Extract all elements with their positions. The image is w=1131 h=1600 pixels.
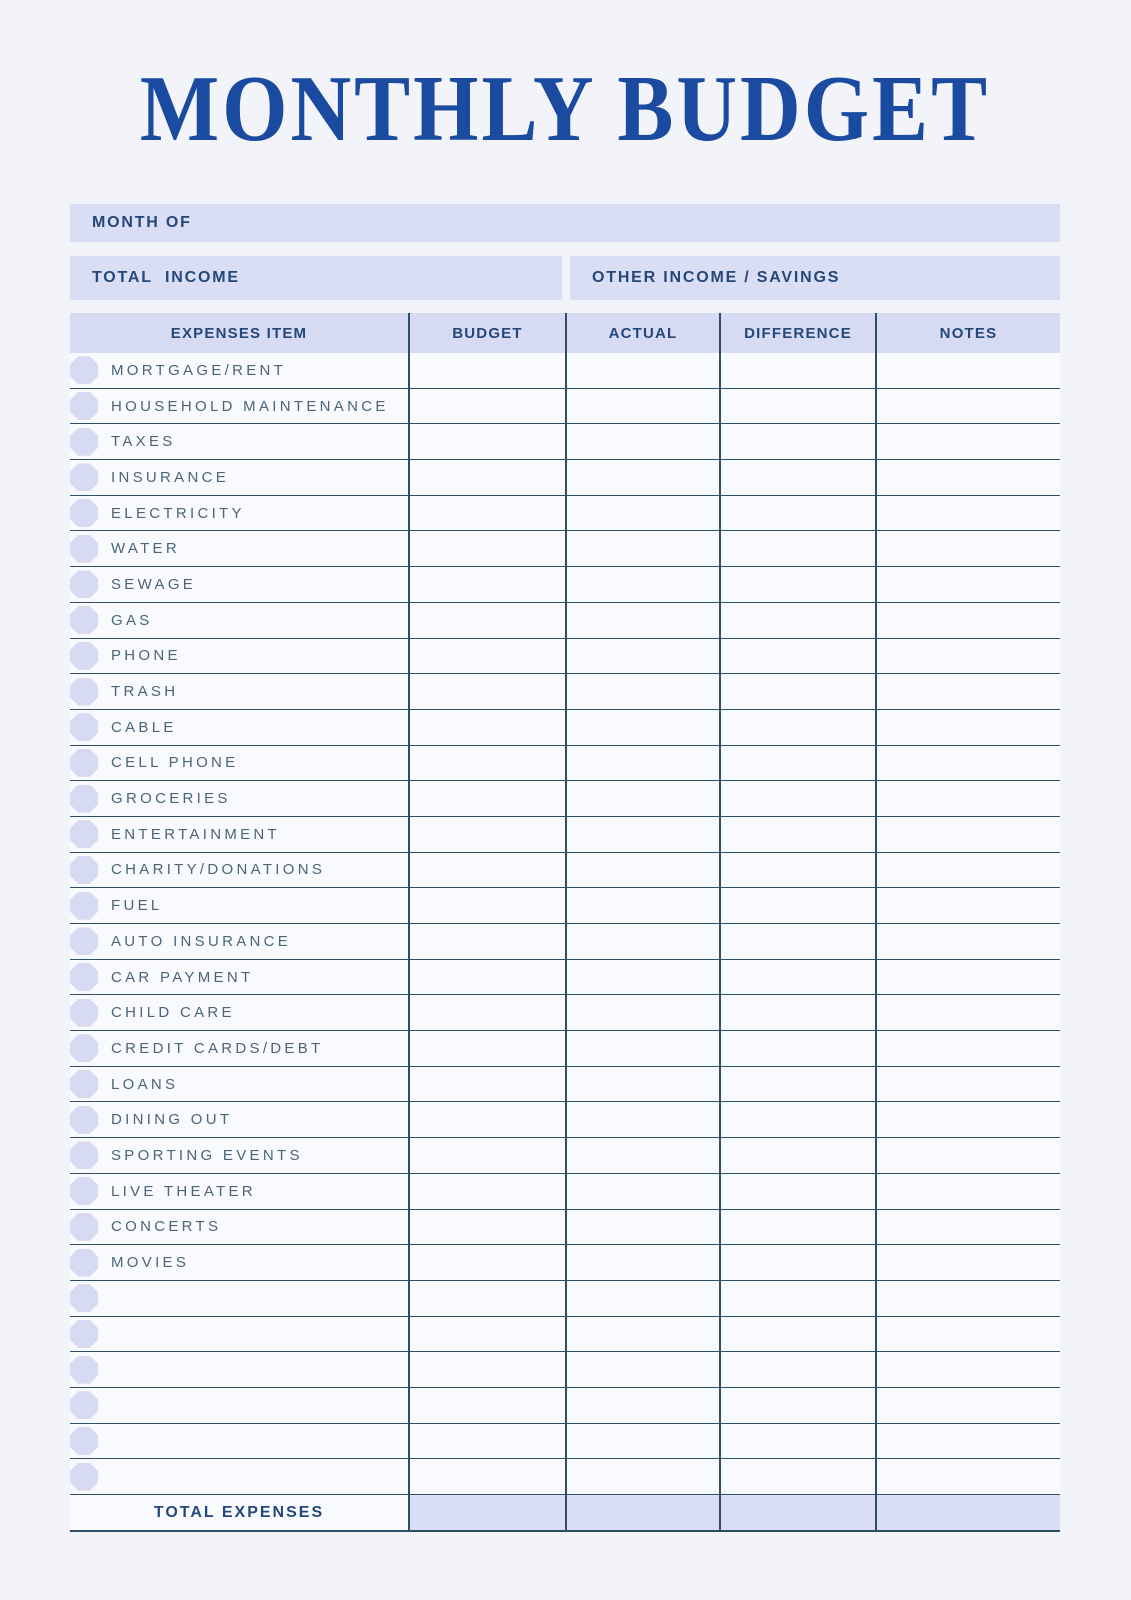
octagon-bullet-icon xyxy=(70,392,98,420)
expense-item-cell xyxy=(70,781,408,816)
expense-item-cell xyxy=(70,460,408,495)
octagon-bullet-icon xyxy=(70,428,98,456)
expense-item-cell xyxy=(70,531,408,566)
expense-item-cell xyxy=(70,853,408,888)
budget-cell[interactable] xyxy=(408,639,565,674)
page-title-wrap xyxy=(70,0,1060,162)
budget-cell[interactable] xyxy=(408,781,565,816)
expense-item-label: CELL PHONE xyxy=(111,754,239,772)
octagon-bullet-icon xyxy=(70,606,98,634)
column-header-expenses-item: EXPENSES ITEM xyxy=(170,324,308,342)
notes-cell[interactable] xyxy=(875,960,1060,995)
notes-cell[interactable] xyxy=(875,460,1060,495)
octagon-bullet-icon xyxy=(70,463,98,491)
notes-cell[interactable] xyxy=(875,1210,1060,1245)
table-row xyxy=(70,603,1060,639)
difference-cell[interactable] xyxy=(719,1138,875,1173)
difference-cell[interactable] xyxy=(719,531,875,566)
other-income-savings-field[interactable] xyxy=(570,256,1060,300)
expense-item-cell xyxy=(70,1138,408,1173)
octagon-bullet-icon xyxy=(70,713,98,741)
table-row xyxy=(70,1459,1060,1495)
actual-cell[interactable] xyxy=(565,1210,719,1245)
expense-item-cell xyxy=(70,817,408,852)
difference-cell[interactable] xyxy=(719,960,875,995)
actual-cell[interactable] xyxy=(565,1245,719,1280)
table-row xyxy=(70,781,1060,817)
expense-item-cell xyxy=(70,424,408,459)
octagon-bullet-icon xyxy=(70,1141,98,1169)
expenses-table xyxy=(70,313,1060,1532)
difference-cell[interactable] xyxy=(719,460,875,495)
table-row xyxy=(70,1210,1060,1246)
expense-item-cell xyxy=(70,1067,408,1102)
notes-cell[interactable] xyxy=(875,567,1060,602)
difference-cell[interactable] xyxy=(719,603,875,638)
octagon-bullet-icon xyxy=(70,356,98,384)
actual-cell[interactable] xyxy=(565,710,719,745)
notes-cell[interactable] xyxy=(875,817,1060,852)
budget-cell[interactable] xyxy=(408,1138,565,1173)
notes-cell[interactable] xyxy=(875,1174,1060,1209)
total-actual-cell[interactable] xyxy=(565,1495,719,1530)
difference-cell[interactable] xyxy=(719,567,875,602)
octagon-bullet-icon xyxy=(70,1463,98,1491)
expense-item-label: WATER xyxy=(111,540,180,558)
expense-item-label: CHARITY/DONATIONS xyxy=(111,861,326,879)
month-of-field[interactable] xyxy=(70,204,1060,242)
expense-item-label: LOANS xyxy=(111,1075,179,1093)
expense-item-label: FUEL xyxy=(111,897,163,915)
expense-item-cell xyxy=(70,1102,408,1137)
total-difference-cell[interactable] xyxy=(719,1495,875,1530)
actual-cell[interactable] xyxy=(565,1102,719,1137)
difference-cell[interactable] xyxy=(719,639,875,674)
actual-cell[interactable] xyxy=(565,853,719,888)
budget-cell[interactable] xyxy=(408,1352,565,1387)
table-row xyxy=(70,353,1060,389)
expense-item-label: CONCERTS xyxy=(111,1218,222,1236)
actual-cell[interactable] xyxy=(565,1459,719,1494)
expense-item-cell xyxy=(70,496,408,531)
table-row xyxy=(70,1317,1060,1353)
notes-cell[interactable] xyxy=(875,424,1060,459)
total-expenses-row xyxy=(70,1495,1060,1532)
table-row xyxy=(70,1281,1060,1317)
table-row xyxy=(70,567,1060,603)
octagon-bullet-icon xyxy=(70,1213,98,1241)
actual-cell[interactable] xyxy=(565,888,719,923)
budget-cell[interactable] xyxy=(408,389,565,424)
notes-cell[interactable] xyxy=(875,1102,1060,1137)
notes-cell[interactable] xyxy=(875,1281,1060,1316)
notes-cell[interactable] xyxy=(875,674,1060,709)
table-row xyxy=(70,531,1060,567)
table-row xyxy=(70,853,1060,889)
octagon-bullet-icon xyxy=(70,856,98,884)
notes-cell[interactable] xyxy=(875,995,1060,1030)
expense-item-cell xyxy=(70,567,408,602)
budget-cell[interactable] xyxy=(408,817,565,852)
octagon-bullet-icon xyxy=(70,570,98,598)
table-row xyxy=(70,1245,1060,1281)
octagon-bullet-icon xyxy=(70,1177,98,1205)
budget-cell[interactable] xyxy=(408,1245,565,1280)
difference-cell[interactable] xyxy=(719,781,875,816)
expense-item-label: MORTGAGE/RENT xyxy=(111,361,287,379)
difference-cell[interactable] xyxy=(719,1245,875,1280)
notes-cell[interactable] xyxy=(875,1388,1060,1423)
notes-cell[interactable] xyxy=(875,1245,1060,1280)
difference-cell[interactable] xyxy=(719,1352,875,1387)
octagon-bullet-icon xyxy=(70,892,98,920)
octagon-bullet-icon xyxy=(70,535,98,563)
table-row xyxy=(70,1067,1060,1103)
table-row xyxy=(70,1388,1060,1424)
octagon-bullet-icon xyxy=(70,963,98,991)
actual-cell[interactable] xyxy=(565,746,719,781)
actual-cell[interactable] xyxy=(565,1174,719,1209)
expense-item-cell xyxy=(70,960,408,995)
budget-cell[interactable] xyxy=(408,1388,565,1423)
budget-cell[interactable] xyxy=(408,1281,565,1316)
budget-cell[interactable] xyxy=(408,1210,565,1245)
expense-item-label: SEWAGE xyxy=(111,575,197,593)
other-income-savings-label: OTHER INCOME / SAVINGS xyxy=(592,269,841,286)
octagon-bullet-icon xyxy=(70,1356,98,1384)
expense-item-label: CABLE xyxy=(111,718,177,736)
notes-cell[interactable] xyxy=(875,353,1060,388)
table-row xyxy=(70,674,1060,710)
expense-item-label: INSURANCE xyxy=(111,468,230,486)
difference-cell[interactable] xyxy=(719,924,875,959)
page-title: MONTHLY BUDGET xyxy=(139,57,991,162)
notes-cell[interactable] xyxy=(875,888,1060,923)
difference-cell[interactable] xyxy=(719,1067,875,1102)
table-body xyxy=(70,353,1060,1495)
expense-item-cell xyxy=(70,710,408,745)
table-row xyxy=(70,1102,1060,1138)
octagon-bullet-icon xyxy=(70,1106,98,1134)
expense-item-label: DINING OUT xyxy=(111,1111,233,1129)
table-row xyxy=(70,496,1060,532)
total-budget-cell[interactable] xyxy=(408,1495,565,1530)
expense-item-cell xyxy=(70,1459,408,1494)
actual-cell[interactable] xyxy=(565,960,719,995)
expense-item-label: TRASH xyxy=(111,683,179,701)
notes-cell[interactable] xyxy=(875,1424,1060,1459)
difference-cell[interactable] xyxy=(719,1210,875,1245)
total-expenses-label: TOTAL EXPENSES xyxy=(70,1495,408,1530)
expense-item-cell xyxy=(70,888,408,923)
difference-cell[interactable] xyxy=(719,1388,875,1423)
octagon-bullet-icon xyxy=(70,927,98,955)
column-header-actual: ACTUAL xyxy=(565,313,719,353)
expense-item-cell xyxy=(70,1031,408,1066)
budget-cell[interactable] xyxy=(408,496,565,531)
expense-item-label: SPORTING EVENTS xyxy=(111,1146,303,1164)
difference-cell[interactable] xyxy=(719,1174,875,1209)
difference-cell[interactable] xyxy=(719,496,875,531)
notes-cell[interactable] xyxy=(875,1031,1060,1066)
table-row xyxy=(70,960,1060,996)
octagon-bullet-icon xyxy=(70,499,98,527)
budget-cell[interactable] xyxy=(408,1031,565,1066)
notes-cell[interactable] xyxy=(875,531,1060,566)
expense-item-cell xyxy=(70,674,408,709)
actual-cell[interactable] xyxy=(565,424,719,459)
table-row xyxy=(70,1138,1060,1174)
difference-cell[interactable] xyxy=(719,674,875,709)
actual-cell[interactable] xyxy=(565,1317,719,1352)
actual-cell[interactable] xyxy=(565,496,719,531)
notes-cell[interactable] xyxy=(875,924,1060,959)
difference-cell[interactable] xyxy=(719,1459,875,1494)
actual-cell[interactable] xyxy=(565,1067,719,1102)
budget-cell[interactable] xyxy=(408,888,565,923)
difference-cell[interactable] xyxy=(719,1102,875,1137)
budget-cell[interactable] xyxy=(408,460,565,495)
table-row xyxy=(70,1424,1060,1460)
difference-cell[interactable] xyxy=(719,1031,875,1066)
total-income-label: TOTAL INCOME xyxy=(92,269,240,286)
actual-cell[interactable] xyxy=(565,1352,719,1387)
budget-cell[interactable] xyxy=(408,531,565,566)
table-row xyxy=(70,460,1060,496)
actual-cell[interactable] xyxy=(565,1031,719,1066)
budget-cell[interactable] xyxy=(408,1174,565,1209)
income-row xyxy=(70,256,1060,300)
table-row xyxy=(70,888,1060,924)
expense-item-cell xyxy=(70,1388,408,1423)
budget-cell[interactable] xyxy=(408,567,565,602)
total-income-field[interactable] xyxy=(70,256,562,300)
expense-item-cell xyxy=(70,389,408,424)
expense-item-cell xyxy=(70,1281,408,1316)
actual-cell[interactable] xyxy=(565,674,719,709)
notes-cell[interactable] xyxy=(875,710,1060,745)
expense-item-cell xyxy=(70,353,408,388)
notes-cell[interactable] xyxy=(875,389,1060,424)
expense-item-cell xyxy=(70,995,408,1030)
octagon-bullet-icon xyxy=(70,1391,98,1419)
table-row xyxy=(70,710,1060,746)
table-row xyxy=(70,924,1060,960)
expense-item-label: PHONE xyxy=(111,647,181,665)
difference-cell[interactable] xyxy=(719,746,875,781)
octagon-bullet-icon xyxy=(70,642,98,670)
month-of-label: MONTH OF xyxy=(92,214,192,231)
notes-cell[interactable] xyxy=(875,746,1060,781)
table-row xyxy=(70,639,1060,675)
expense-item-cell xyxy=(70,1210,408,1245)
expense-item-cell xyxy=(70,1424,408,1459)
expense-item-cell xyxy=(70,1245,408,1280)
octagon-bullet-icon xyxy=(70,820,98,848)
expense-item-label: GAS xyxy=(111,611,153,629)
actual-cell[interactable] xyxy=(565,389,719,424)
notes-cell[interactable] xyxy=(875,1138,1060,1173)
expense-item-label: HOUSEHOLD MAINTENANCE xyxy=(111,397,389,415)
budget-cell[interactable] xyxy=(408,1459,565,1494)
notes-cell[interactable] xyxy=(875,639,1060,674)
difference-cell[interactable] xyxy=(719,1317,875,1352)
table-row xyxy=(70,746,1060,782)
octagon-bullet-icon xyxy=(70,1249,98,1277)
budget-cell[interactable] xyxy=(408,1317,565,1352)
budget-cell[interactable] xyxy=(408,1102,565,1137)
expense-item-label: ENTERTAINMENT xyxy=(111,825,281,843)
expense-item-label: AUTO INSURANCE xyxy=(111,932,292,950)
budget-cell[interactable] xyxy=(408,853,565,888)
expense-item-label: LIVE THEATER xyxy=(111,1182,256,1200)
octagon-bullet-icon xyxy=(70,678,98,706)
actual-cell[interactable] xyxy=(565,781,719,816)
octagon-bullet-icon xyxy=(70,749,98,777)
actual-cell[interactable] xyxy=(565,353,719,388)
table-row xyxy=(70,424,1060,460)
difference-cell[interactable] xyxy=(719,353,875,388)
actual-cell[interactable] xyxy=(565,460,719,495)
expense-item-cell xyxy=(70,1174,408,1209)
difference-cell[interactable] xyxy=(719,817,875,852)
actual-cell[interactable] xyxy=(565,924,719,959)
notes-cell[interactable] xyxy=(875,1459,1060,1494)
actual-cell[interactable] xyxy=(565,1424,719,1459)
budget-cell[interactable] xyxy=(408,424,565,459)
octagon-bullet-icon xyxy=(70,1320,98,1348)
actual-cell[interactable] xyxy=(565,1388,719,1423)
budget-cell[interactable] xyxy=(408,710,565,745)
table-row xyxy=(70,1031,1060,1067)
difference-cell[interactable] xyxy=(719,1281,875,1316)
expense-item-label: ELECTRICITY xyxy=(111,504,245,522)
actual-cell[interactable] xyxy=(565,639,719,674)
budget-cell[interactable] xyxy=(408,746,565,781)
notes-cell[interactable] xyxy=(875,853,1060,888)
table-row xyxy=(70,995,1060,1031)
expense-item-cell xyxy=(70,1317,408,1352)
notes-cell[interactable] xyxy=(875,781,1060,816)
expense-item-label: TAXES xyxy=(111,433,176,451)
difference-cell[interactable] xyxy=(719,888,875,923)
notes-cell[interactable] xyxy=(875,1352,1060,1387)
budget-cell[interactable] xyxy=(408,353,565,388)
difference-cell[interactable] xyxy=(719,1424,875,1459)
difference-cell[interactable] xyxy=(719,424,875,459)
difference-cell[interactable] xyxy=(719,389,875,424)
table-row xyxy=(70,1352,1060,1388)
octagon-bullet-icon xyxy=(70,1284,98,1312)
column-header-budget: BUDGET xyxy=(408,313,565,353)
notes-cell[interactable] xyxy=(875,1317,1060,1352)
actual-cell[interactable] xyxy=(565,995,719,1030)
table-row xyxy=(70,817,1060,853)
difference-cell[interactable] xyxy=(719,995,875,1030)
difference-cell[interactable] xyxy=(719,853,875,888)
budget-cell[interactable] xyxy=(408,1067,565,1102)
difference-cell[interactable] xyxy=(719,710,875,745)
expense-item-label: CHILD CARE xyxy=(111,1004,235,1022)
octagon-bullet-icon xyxy=(70,999,98,1027)
budget-cell[interactable] xyxy=(408,924,565,959)
notes-cell[interactable] xyxy=(875,1067,1060,1102)
actual-cell[interactable] xyxy=(565,531,719,566)
expense-item-label: CREDIT CARDS/DEBT xyxy=(111,1039,324,1057)
expense-item-cell xyxy=(70,746,408,781)
actual-cell[interactable] xyxy=(565,1138,719,1173)
octagon-bullet-icon xyxy=(70,1034,98,1062)
budget-cell[interactable] xyxy=(408,674,565,709)
expense-item-cell xyxy=(70,639,408,674)
notes-cell[interactable] xyxy=(875,496,1060,531)
actual-cell[interactable] xyxy=(565,1281,719,1316)
octagon-bullet-icon xyxy=(70,1070,98,1098)
budget-cell[interactable] xyxy=(408,960,565,995)
table-header-row xyxy=(70,313,1060,353)
octagon-bullet-icon xyxy=(70,1427,98,1455)
budget-cell[interactable] xyxy=(408,995,565,1030)
actual-cell[interactable] xyxy=(565,567,719,602)
actual-cell[interactable] xyxy=(565,603,719,638)
octagon-bullet-icon xyxy=(70,785,98,813)
table-row xyxy=(70,389,1060,425)
expense-item-label: CAR PAYMENT xyxy=(111,968,254,986)
expense-item-cell xyxy=(70,924,408,959)
expense-item-cell xyxy=(70,603,408,638)
expense-item-label: MOVIES xyxy=(111,1254,190,1272)
table-row xyxy=(70,1174,1060,1210)
actual-cell[interactable] xyxy=(565,817,719,852)
total-notes-cell[interactable] xyxy=(875,1495,1060,1530)
column-header-notes: NOTES xyxy=(875,313,1060,353)
budget-cell[interactable] xyxy=(408,603,565,638)
notes-cell[interactable] xyxy=(875,603,1060,638)
budget-cell[interactable] xyxy=(408,1424,565,1459)
column-header-difference: DIFFERENCE xyxy=(719,313,875,353)
expense-item-label: GROCERIES xyxy=(111,790,231,808)
expense-item-cell xyxy=(70,1352,408,1387)
